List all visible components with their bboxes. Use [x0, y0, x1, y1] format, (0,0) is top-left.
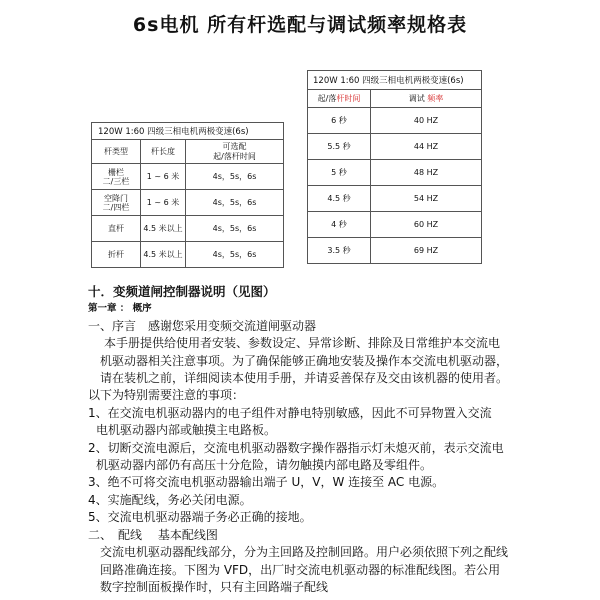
column-header: 杆长度	[141, 140, 186, 164]
column-header: 起/落杆时间	[308, 90, 371, 108]
time-options-cell: 4s，5s，6s	[186, 216, 284, 242]
table-row	[308, 186, 482, 212]
table-row	[92, 164, 284, 190]
table-row	[92, 216, 284, 242]
frequency-cell: 54 HZ	[371, 186, 482, 212]
list-item-continued: 机驱动器内部仍有高压十分危险，请勿触摸内部电路及零组件。	[96, 458, 433, 473]
rod-length-cell: 1 ~ 6 米	[141, 190, 186, 216]
frequency-cell: 69 HZ	[371, 238, 482, 264]
frequency-cell: 44 HZ	[371, 134, 482, 160]
time-options-cell: 4s，5s，6s	[186, 164, 284, 190]
frequency-cell: 40 HZ	[371, 108, 482, 134]
time-cell: 4.5 秒	[308, 186, 371, 212]
manual-body	[88, 283, 600, 596]
paragraph-line: 请在装机之前，详细阅读本使用手册，并请妥善保存及交由该机器的使用者。	[100, 371, 509, 386]
paragraph-line: 数字控制面板操作时，只有主回路端子配线	[100, 579, 329, 594]
list-item: 3、绝不可将交流电机驱动器输出端子 U，V，W 连接至 AC 电源。	[88, 475, 445, 490]
paragraph-line: 机驱动器相关注意事项。为了确保能够正确地安装及操作本交流电机驱动器，	[100, 353, 509, 368]
time-cell: 4 秒	[308, 212, 371, 238]
table-row	[92, 190, 284, 216]
time-cell: 5.5 秒	[308, 134, 371, 160]
list-item: 1、在交流电机驱动器内的电子组件对静电特别敏感，因此不可异物置入交流	[88, 405, 492, 420]
table-row	[308, 212, 482, 238]
list-item: 5、交流电机驱动器端子务必正确的接地。	[88, 510, 312, 525]
rod-length-cell: 1 ~ 6 米	[141, 164, 186, 190]
list-item: 4、实施配线，务必关闭电源。	[88, 492, 252, 507]
page-title: 6s电机 所有杆选配与调试频率规格表	[132, 14, 468, 36]
header-line: 起/落杆时间	[213, 151, 256, 161]
notice-intro: 以下为特别需要注意的事项：	[88, 388, 245, 403]
rod-type-cell: 折杆	[92, 242, 141, 268]
time-options-cell: 4s，5s，6s	[186, 190, 284, 216]
header-line: 可选配	[222, 141, 247, 151]
wiring-heading: 二、 配线 基本配线图	[88, 527, 218, 542]
list-item-continued: 电机驱动器内部或触摸主电路板。	[96, 423, 277, 438]
list-item: 2、切断交流电源后，交流电机驱动器数字操作器指示灯未熄灭前，表示交流电	[88, 440, 504, 455]
time-options-cell: 4s，5s，6s	[186, 242, 284, 268]
time-cell: 6 秒	[308, 108, 371, 134]
chapter-heading: 第一章 ： 概序	[88, 303, 152, 315]
table-row	[308, 108, 482, 134]
table-caption: 120W 1:60 四级三相电机两极变速(6s)	[92, 123, 284, 140]
rod-length-cell: 4.5 米以上	[141, 242, 186, 268]
rod-length-cell: 4.5 米以上	[141, 216, 186, 242]
frequency-table	[307, 70, 482, 264]
table-row	[92, 242, 284, 268]
rod-type-cell: 空降门 二/四栏	[92, 190, 141, 216]
frequency-cell: 60 HZ	[371, 212, 482, 238]
preface-heading: 一、序言 感谢您采用变频交流道闸驱动器	[88, 318, 317, 333]
rod-type-cell: 栅栏 二/三栏	[92, 164, 141, 190]
time-cell: 5 秒	[308, 160, 371, 186]
rod-type-cell: 直杆	[92, 216, 141, 242]
column-header: 调试 频率	[371, 90, 482, 108]
section-heading: 十．变频道闸控制器说明（见图）	[88, 284, 276, 299]
time-cell: 3.5 秒	[308, 238, 371, 264]
column-header: 杆类型	[92, 140, 141, 164]
paragraph-line: 本手册提供给使用者安装、参数设定、异常诊断、排除及日常维护本交流电	[104, 336, 501, 351]
table-row	[308, 160, 482, 186]
table-row	[308, 134, 482, 160]
table-caption: 120W 1:60 四级三相电机两极变速(6s)	[308, 71, 482, 90]
rod-spec-table	[91, 122, 284, 268]
column-header	[186, 140, 284, 164]
paragraph-line: 交流电机驱动器配线部分，分为主回路及控制回路。用户必须依照下列之配线	[100, 545, 509, 560]
frequency-cell: 48 HZ	[371, 160, 482, 186]
table-row	[308, 238, 482, 264]
paragraph-line: 回路准确连接。下图为 VFD，出厂时交流电机驱动器的标准配线图。若公用	[100, 562, 501, 577]
